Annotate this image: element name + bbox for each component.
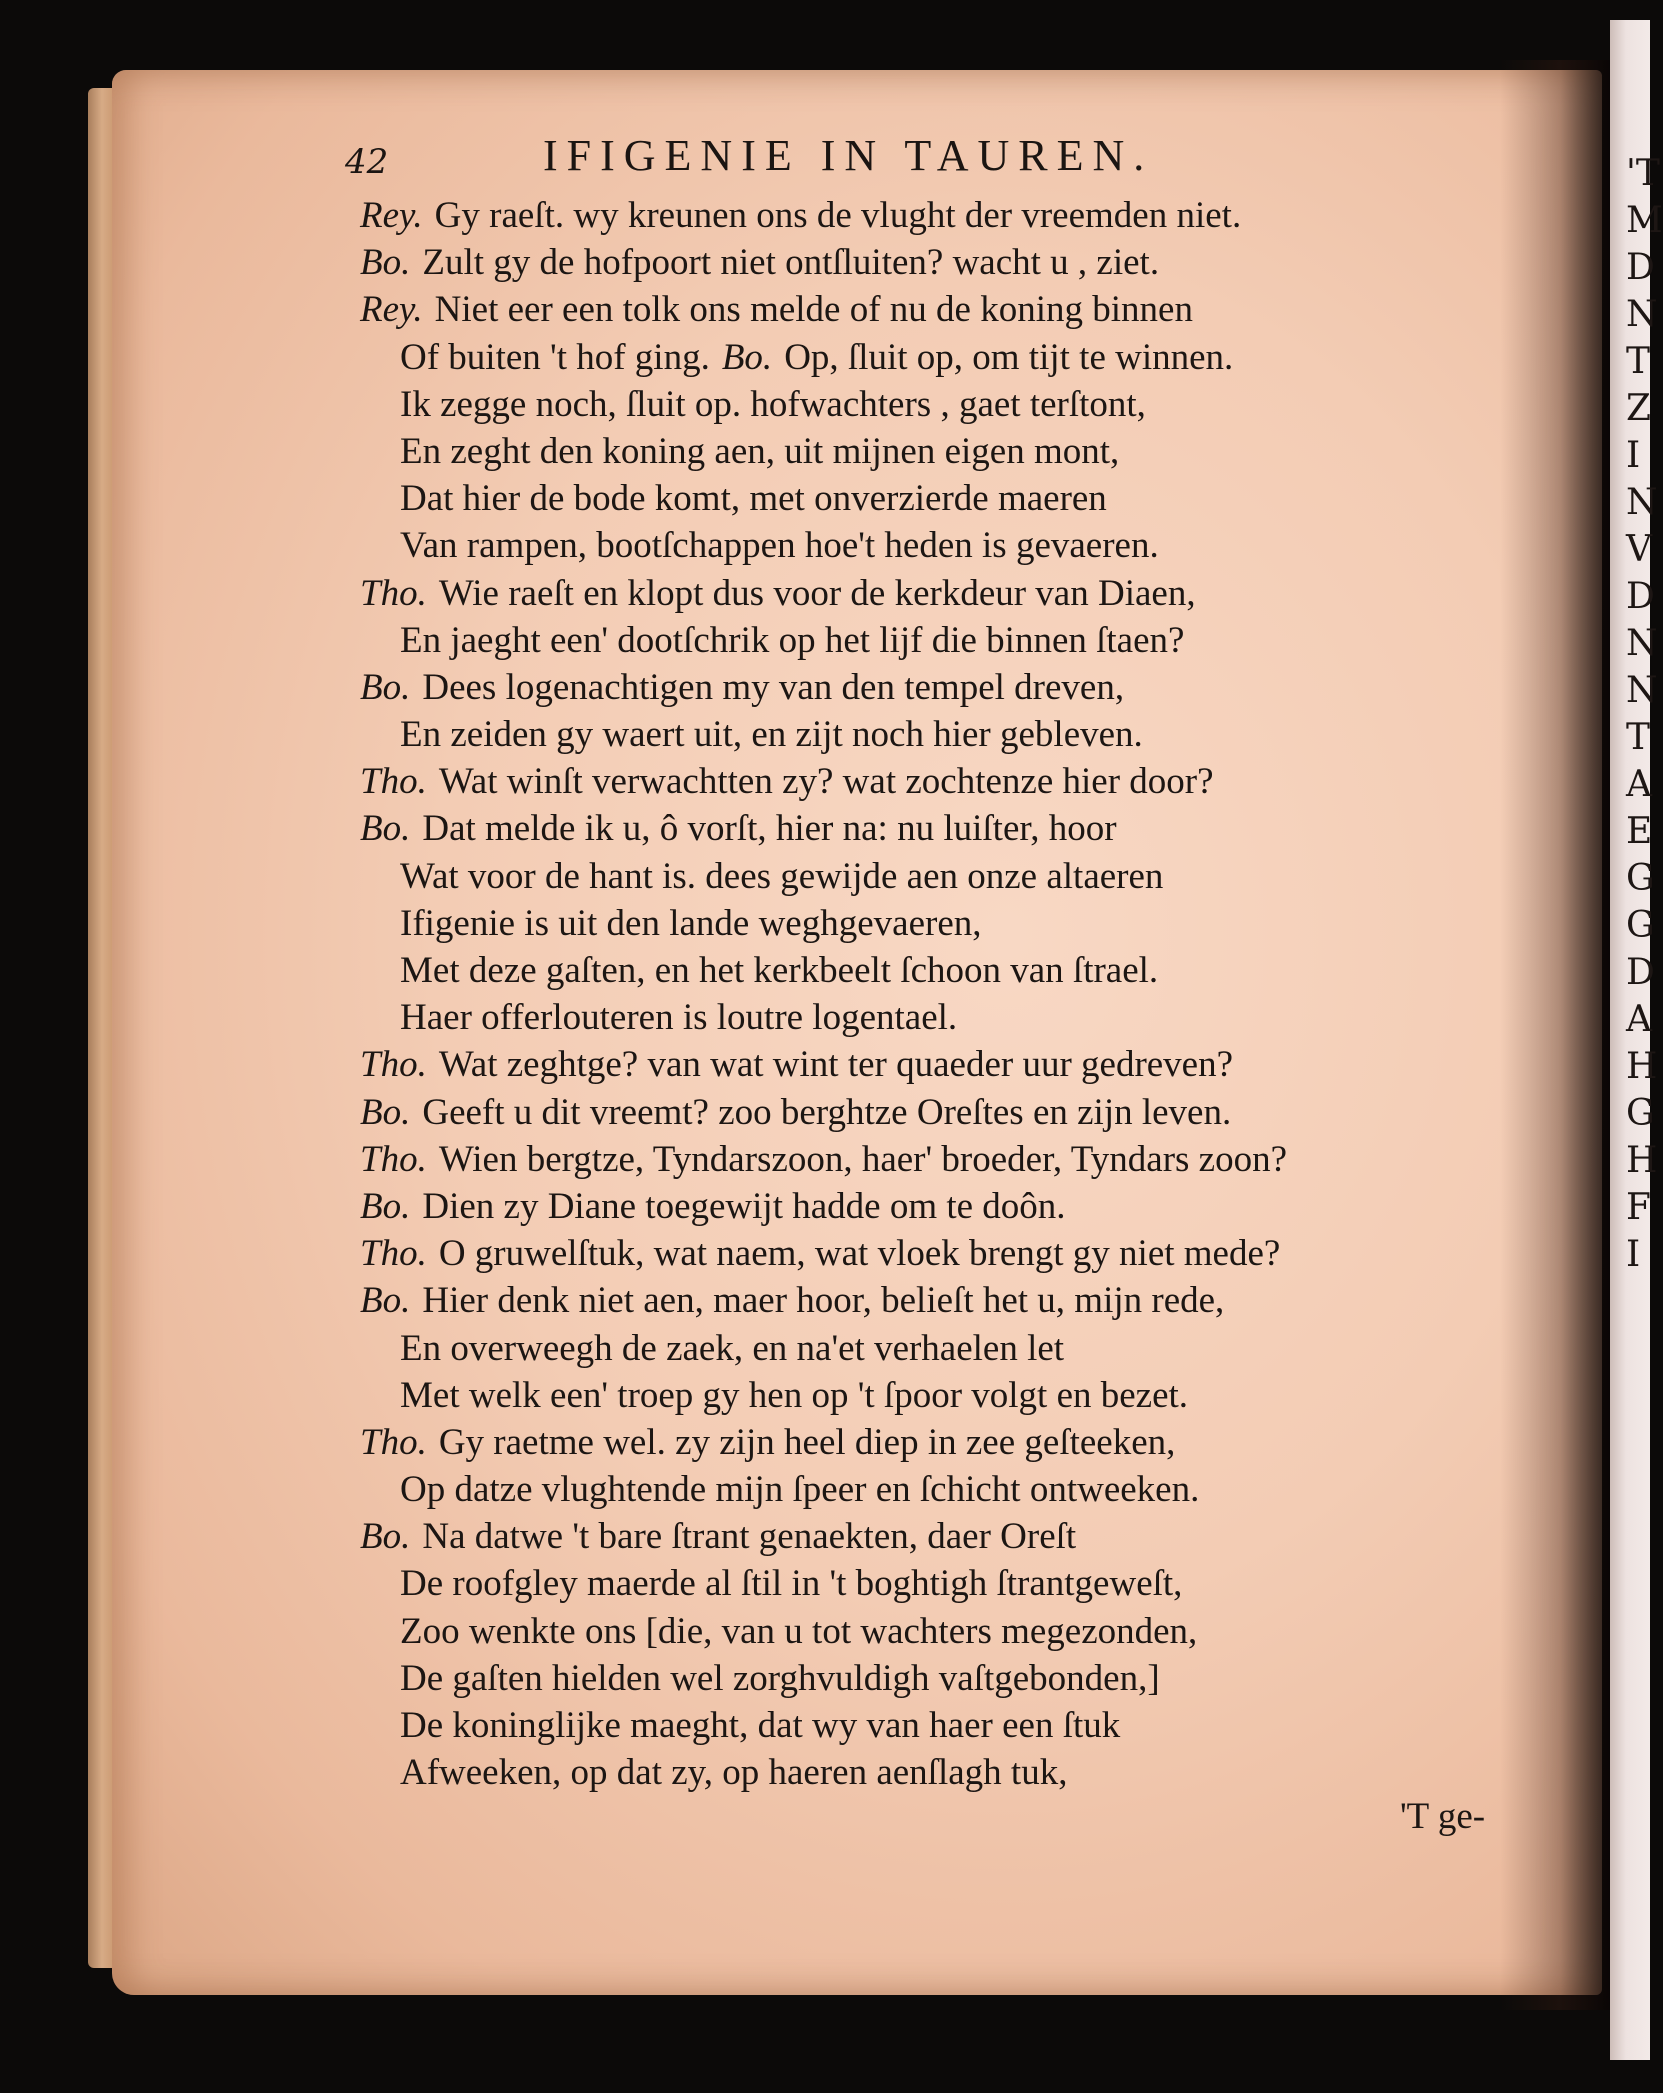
- verse-text-segment: Zult gy de hofpoort niet ontſluiten? wacht u , ziet.: [422, 242, 1160, 284]
- verse-line: [360, 1608, 1540, 1655]
- facing-page-letter: Z: [1626, 388, 1652, 429]
- verse-text-segment: Dat melde ik u, ô vorſt, hier na: nu luiſter, hoor: [422, 808, 1117, 850]
- verse-line: [360, 617, 1540, 664]
- verse-line: [360, 994, 1540, 1041]
- verse-text-segment: O gruwelſtuk, wat naem, wat vloek brengt gy niet mede?: [438, 1233, 1281, 1275]
- verse-text-segment: Niet eer een tolk ons melde of nu de koning binnen: [434, 289, 1193, 331]
- verse-text-segment: Op datze vlughtende mijn ſpeer en ſchicht ontweeken.: [400, 1469, 1200, 1511]
- verse-line: [360, 947, 1540, 994]
- facing-page-letter: A: [1626, 764, 1652, 805]
- facing-page-letter: N: [1626, 294, 1658, 335]
- verse-text-segment: Wie raeſt en klopt dus voor de kerkdeur van Diaen,: [438, 572, 1196, 614]
- page-number: 42: [345, 142, 389, 182]
- facing-page-letter: F: [1626, 1187, 1651, 1228]
- verse-line: [360, 239, 1540, 286]
- verse-text-segment: Zoo wenkte ons [die, van u tot wachters megezonden,: [400, 1610, 1198, 1652]
- verse-text-segment: Op, ſluit op, om tijt te winnen.: [784, 336, 1234, 378]
- speaker-name: Bo.: [360, 1280, 411, 1322]
- verse-text-segment: En overweegh de zaek, en na'et verhaelen let: [400, 1327, 1065, 1369]
- speaker-name: Bo.: [360, 1091, 411, 1133]
- facing-page-letter: D: [1626, 952, 1655, 993]
- verse-text-segment: En zeiden gy waert uit, en zijt noch hier gebleven.: [400, 714, 1143, 756]
- verse-line: [360, 1041, 1540, 1088]
- verse-line: [360, 1230, 1540, 1277]
- verse-text-segment: Gy raeſt. wy kreunen ons de vlught der vreemden niet.: [434, 195, 1242, 236]
- verse-text-segment: De gaſten hielden wel zorghvuldigh vaſtgebonden,]: [400, 1657, 1160, 1699]
- facing-page-letter: T: [1626, 341, 1651, 382]
- verse-line: [360, 1655, 1540, 1702]
- verse-text-segment: Hier denk niet aen, maer hoor, belieſt het u, mijn rede,: [422, 1280, 1225, 1322]
- speaker-name: Tho.: [360, 572, 427, 614]
- verse-line: [360, 1419, 1540, 1466]
- facing-page-letter: D: [1626, 576, 1655, 617]
- verse-line: [360, 522, 1540, 569]
- facing-page-letters: [1626, 150, 1663, 1278]
- verse-line: [360, 1466, 1540, 1513]
- speaker-name: Tho.: [360, 1044, 427, 1086]
- verse-line: [360, 1560, 1540, 1607]
- verse-line: [360, 1372, 1540, 1419]
- speaker-name: Tho.: [360, 761, 427, 803]
- verse-line: [360, 428, 1540, 475]
- facing-page-letter: N: [1626, 670, 1658, 711]
- verse-line: [360, 381, 1540, 428]
- verse-text-segment: En zeght den koning aen, uit mijnen eigen mont,: [400, 430, 1120, 472]
- facing-page-letter: G: [1626, 1093, 1655, 1134]
- facing-page-letter: G: [1626, 905, 1655, 946]
- verse-text-segment: Wat zeghtge? van wat wint ter quaeder uur gedreven?: [438, 1044, 1234, 1086]
- verse-line: [360, 475, 1540, 522]
- verse-line: [360, 192, 1540, 239]
- verse-line: [360, 805, 1540, 852]
- verse-text-segment: Met deze gaſten, en het kerkbeelt ſchoon van ſtrael.: [400, 950, 1159, 991]
- verse-text-segment: Afweeken, op dat zy, op haeren aenſlagh tuk,: [400, 1752, 1068, 1794]
- speaker-name: Bo.: [360, 1185, 411, 1227]
- verse-line: [360, 570, 1540, 617]
- facing-page-letter: 'T: [1626, 153, 1660, 194]
- facing-page-letter: H: [1626, 1046, 1658, 1087]
- verse-text-segment: Geeft u dit vreemt? zoo berghtze Oreſtes en zijn leven.: [422, 1091, 1232, 1133]
- verse-text-segment: Ik zegge noch, ſluit op. hofwachters , gaet terſtont,: [400, 383, 1146, 425]
- speaker-name: Bo.: [721, 336, 773, 378]
- speaker-name: Bo.: [360, 808, 411, 850]
- facing-page-letter: H: [1626, 1140, 1658, 1181]
- page-header: [345, 130, 1345, 190]
- verse-line: [360, 711, 1540, 758]
- verse-line: [360, 1702, 1540, 1749]
- verse-line: [360, 900, 1540, 947]
- verse-line: [360, 1325, 1540, 1372]
- facing-page-letter: G: [1626, 858, 1655, 899]
- verse-text-segment: Ifigenie is uit den lande weghgevaeren,: [400, 902, 982, 944]
- speaker-name: Tho.: [360, 1421, 427, 1463]
- verse-text-segment: Gy raetme wel. zy zijn heel diep in zee geſteeken,: [438, 1421, 1176, 1463]
- verse-line: [360, 286, 1540, 333]
- speaker-name: Bo.: [360, 666, 411, 708]
- facing-page-letter: D: [1626, 247, 1655, 288]
- facing-page-letter: M: [1626, 200, 1663, 241]
- verse-text-segment: Met welk een' troep gy hen op 't ſpoor volgt en bezet.: [400, 1374, 1189, 1416]
- verse-text-segment: Haer offerlouteren is loutre logentael.: [400, 997, 958, 1039]
- verse-text-segment: De roofgley maerde al ſtil in 't boghtigh ſtrantgeweſt,: [400, 1563, 1183, 1605]
- verse-text-segment: De koninglijke maeght, dat wy van haer een ſtuk: [400, 1705, 1121, 1746]
- running-title: IFIGENIE IN TAUREN.: [543, 131, 1154, 180]
- verse-line: [360, 1183, 1540, 1230]
- speaker-name: Rey.: [360, 195, 423, 236]
- speaker-name: Rey.: [360, 289, 423, 331]
- verse-text-segment: En jaeght een' dootſchrik op het lijf die binnen ſtaen?: [400, 619, 1185, 661]
- facing-page-letter: A: [1626, 999, 1652, 1040]
- verse-text-segment: Wat voor de hant is. dees gewijde aen onze altaeren: [400, 855, 1164, 897]
- verse-text-segment: Na datwe 't bare ſtrant genaekten, daer Oreſt: [422, 1516, 1077, 1558]
- verse-line: [360, 1136, 1540, 1183]
- verse-text-segment: Wat winſt verwachtten zy? wat zochtenze hier door?: [438, 761, 1214, 803]
- verse-text: [360, 192, 1540, 1796]
- speaker-name: Bo.: [360, 242, 411, 284]
- verse-line: [360, 853, 1540, 900]
- facing-page-letter: T: [1626, 717, 1651, 758]
- speaker-name: Tho.: [360, 1138, 427, 1180]
- verse-text-segment: Of buiten 't hof ging.: [400, 336, 710, 378]
- facing-page-letter: N: [1626, 482, 1658, 523]
- verse-line: [360, 1089, 1540, 1136]
- verse-line: [360, 1277, 1540, 1324]
- facing-page-letter: I: [1626, 1234, 1641, 1275]
- verse-line: [360, 334, 1540, 381]
- verse-line: [360, 1749, 1540, 1796]
- verse-line: [360, 758, 1540, 805]
- facing-page-letter: V: [1626, 529, 1652, 570]
- catchword: 'T ge-: [1400, 1796, 1486, 1837]
- verse-text-segment: Dat hier de bode komt, met onverzierde maeren: [400, 478, 1107, 520]
- facing-page-letter: I: [1626, 435, 1641, 476]
- verse-text-segment: Van rampen, bootſchappen hoe't heden is gevaeren.: [400, 525, 1159, 567]
- verse-text-segment: Dien zy Diane toegewijt hadde om te doôn.: [422, 1185, 1066, 1227]
- facing-page-letter: E: [1626, 811, 1653, 852]
- verse-text-segment: Wien bergtze, Tyndarszoon, haer' broeder, Tyndars zoon?: [438, 1138, 1288, 1180]
- speaker-name: Tho.: [360, 1233, 427, 1275]
- verse-line: [360, 664, 1540, 711]
- speaker-name: Bo.: [360, 1516, 411, 1558]
- facing-page-letter: N: [1626, 623, 1658, 664]
- verse-line: [360, 1513, 1540, 1560]
- verse-text-segment: Dees logenachtigen my van den tempel dreven,: [422, 666, 1125, 708]
